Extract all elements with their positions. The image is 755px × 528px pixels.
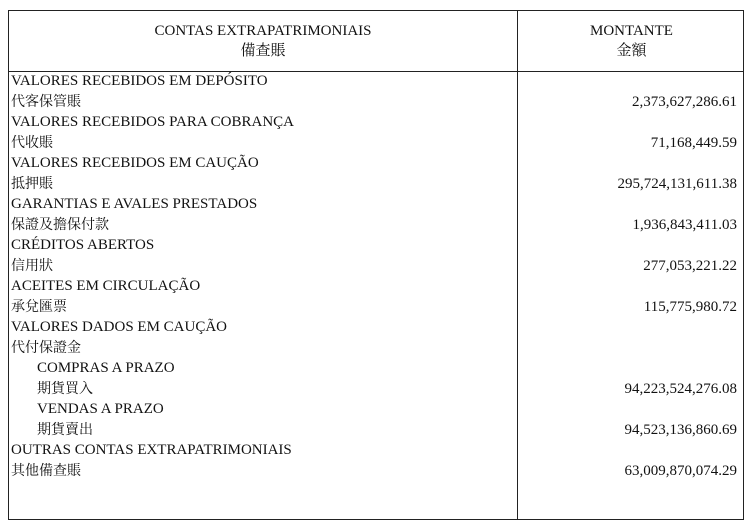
row-amount: 63,009,870,074.29 — [624, 462, 737, 479]
row-label: 期貨賣出 — [37, 421, 93, 438]
table-body — [9, 71, 743, 481]
row-label: 期貨買入 — [37, 380, 93, 397]
table-row — [9, 153, 743, 174]
header-amount-pt: MONTANTE — [590, 23, 673, 39]
table-row — [9, 461, 743, 482]
header-amount-cell — [518, 11, 745, 71]
row-label: CRÉDITOS ABERTOS — [11, 237, 155, 253]
row-label: 抵押賬 — [11, 175, 53, 192]
table-row — [9, 317, 743, 338]
table-row — [9, 112, 743, 133]
table-row — [9, 256, 743, 277]
table-row — [9, 399, 743, 420]
row-label: VALORES RECEBIDOS EM DEPÓSITO — [11, 73, 268, 89]
row-label: ACEITES EM CIRCULAÇÃO — [11, 278, 201, 294]
table-row — [9, 276, 743, 297]
table-row — [9, 194, 743, 215]
table-row — [9, 297, 743, 318]
row-label: VALORES RECEBIDOS PARA COBRANÇA — [11, 114, 294, 130]
row-amount: 277,053,221.22 — [643, 257, 737, 274]
row-label: 代收賬 — [11, 134, 53, 151]
row-amount: 94,223,524,276.08 — [624, 380, 737, 397]
row-label: VALORES RECEBIDOS EM CAUÇÃO — [11, 155, 259, 171]
off-balance-sheet-table — [8, 10, 744, 520]
table-row — [9, 358, 743, 379]
table-row — [9, 420, 743, 441]
row-amount: 1,936,843,411.03 — [632, 216, 737, 233]
table-row — [9, 133, 743, 154]
row-amount: 2,373,627,286.61 — [632, 93, 737, 110]
row-label: 代付保證金 — [11, 339, 81, 356]
row-label: VENDAS A PRAZO — [37, 401, 164, 417]
row-label: 信用狀 — [11, 257, 53, 274]
table-row — [9, 379, 743, 400]
table-row — [9, 215, 743, 236]
row-amount: 94,523,136,860.69 — [624, 421, 737, 438]
table-row — [9, 338, 743, 359]
header-amount-zh: 金額 — [616, 43, 647, 59]
row-label: GARANTIAS E AVALES PRESTADOS — [11, 196, 258, 212]
row-amount: 295,724,131,611.38 — [617, 175, 737, 192]
row-label: 其他備查賬 — [11, 462, 81, 479]
table-row — [9, 92, 743, 113]
row-label: 代客保管賬 — [11, 93, 81, 110]
header-accounts-cell — [9, 11, 517, 71]
header-accounts-pt: CONTAS EXTRAPATRIMONIAIS — [154, 23, 372, 39]
row-label: 保證及擔保付款 — [11, 216, 109, 233]
table-row — [9, 235, 743, 256]
row-amount: 115,775,980.72 — [643, 298, 737, 315]
table-row — [9, 71, 743, 92]
row-label: 承兌匯票 — [11, 298, 67, 315]
header-accounts-zh: 備查賬 — [240, 43, 286, 59]
row-label: OUTRAS CONTAS EXTRAPATRIMONIAIS — [11, 442, 292, 458]
row-amount: 71,168,449.59 — [650, 134, 737, 151]
table-row — [9, 174, 743, 195]
row-label: VALORES DADOS EM CAUÇÃO — [11, 319, 227, 335]
table-row — [9, 440, 743, 461]
table-header — [9, 11, 743, 72]
row-label: COMPRAS A PRAZO — [37, 360, 175, 376]
